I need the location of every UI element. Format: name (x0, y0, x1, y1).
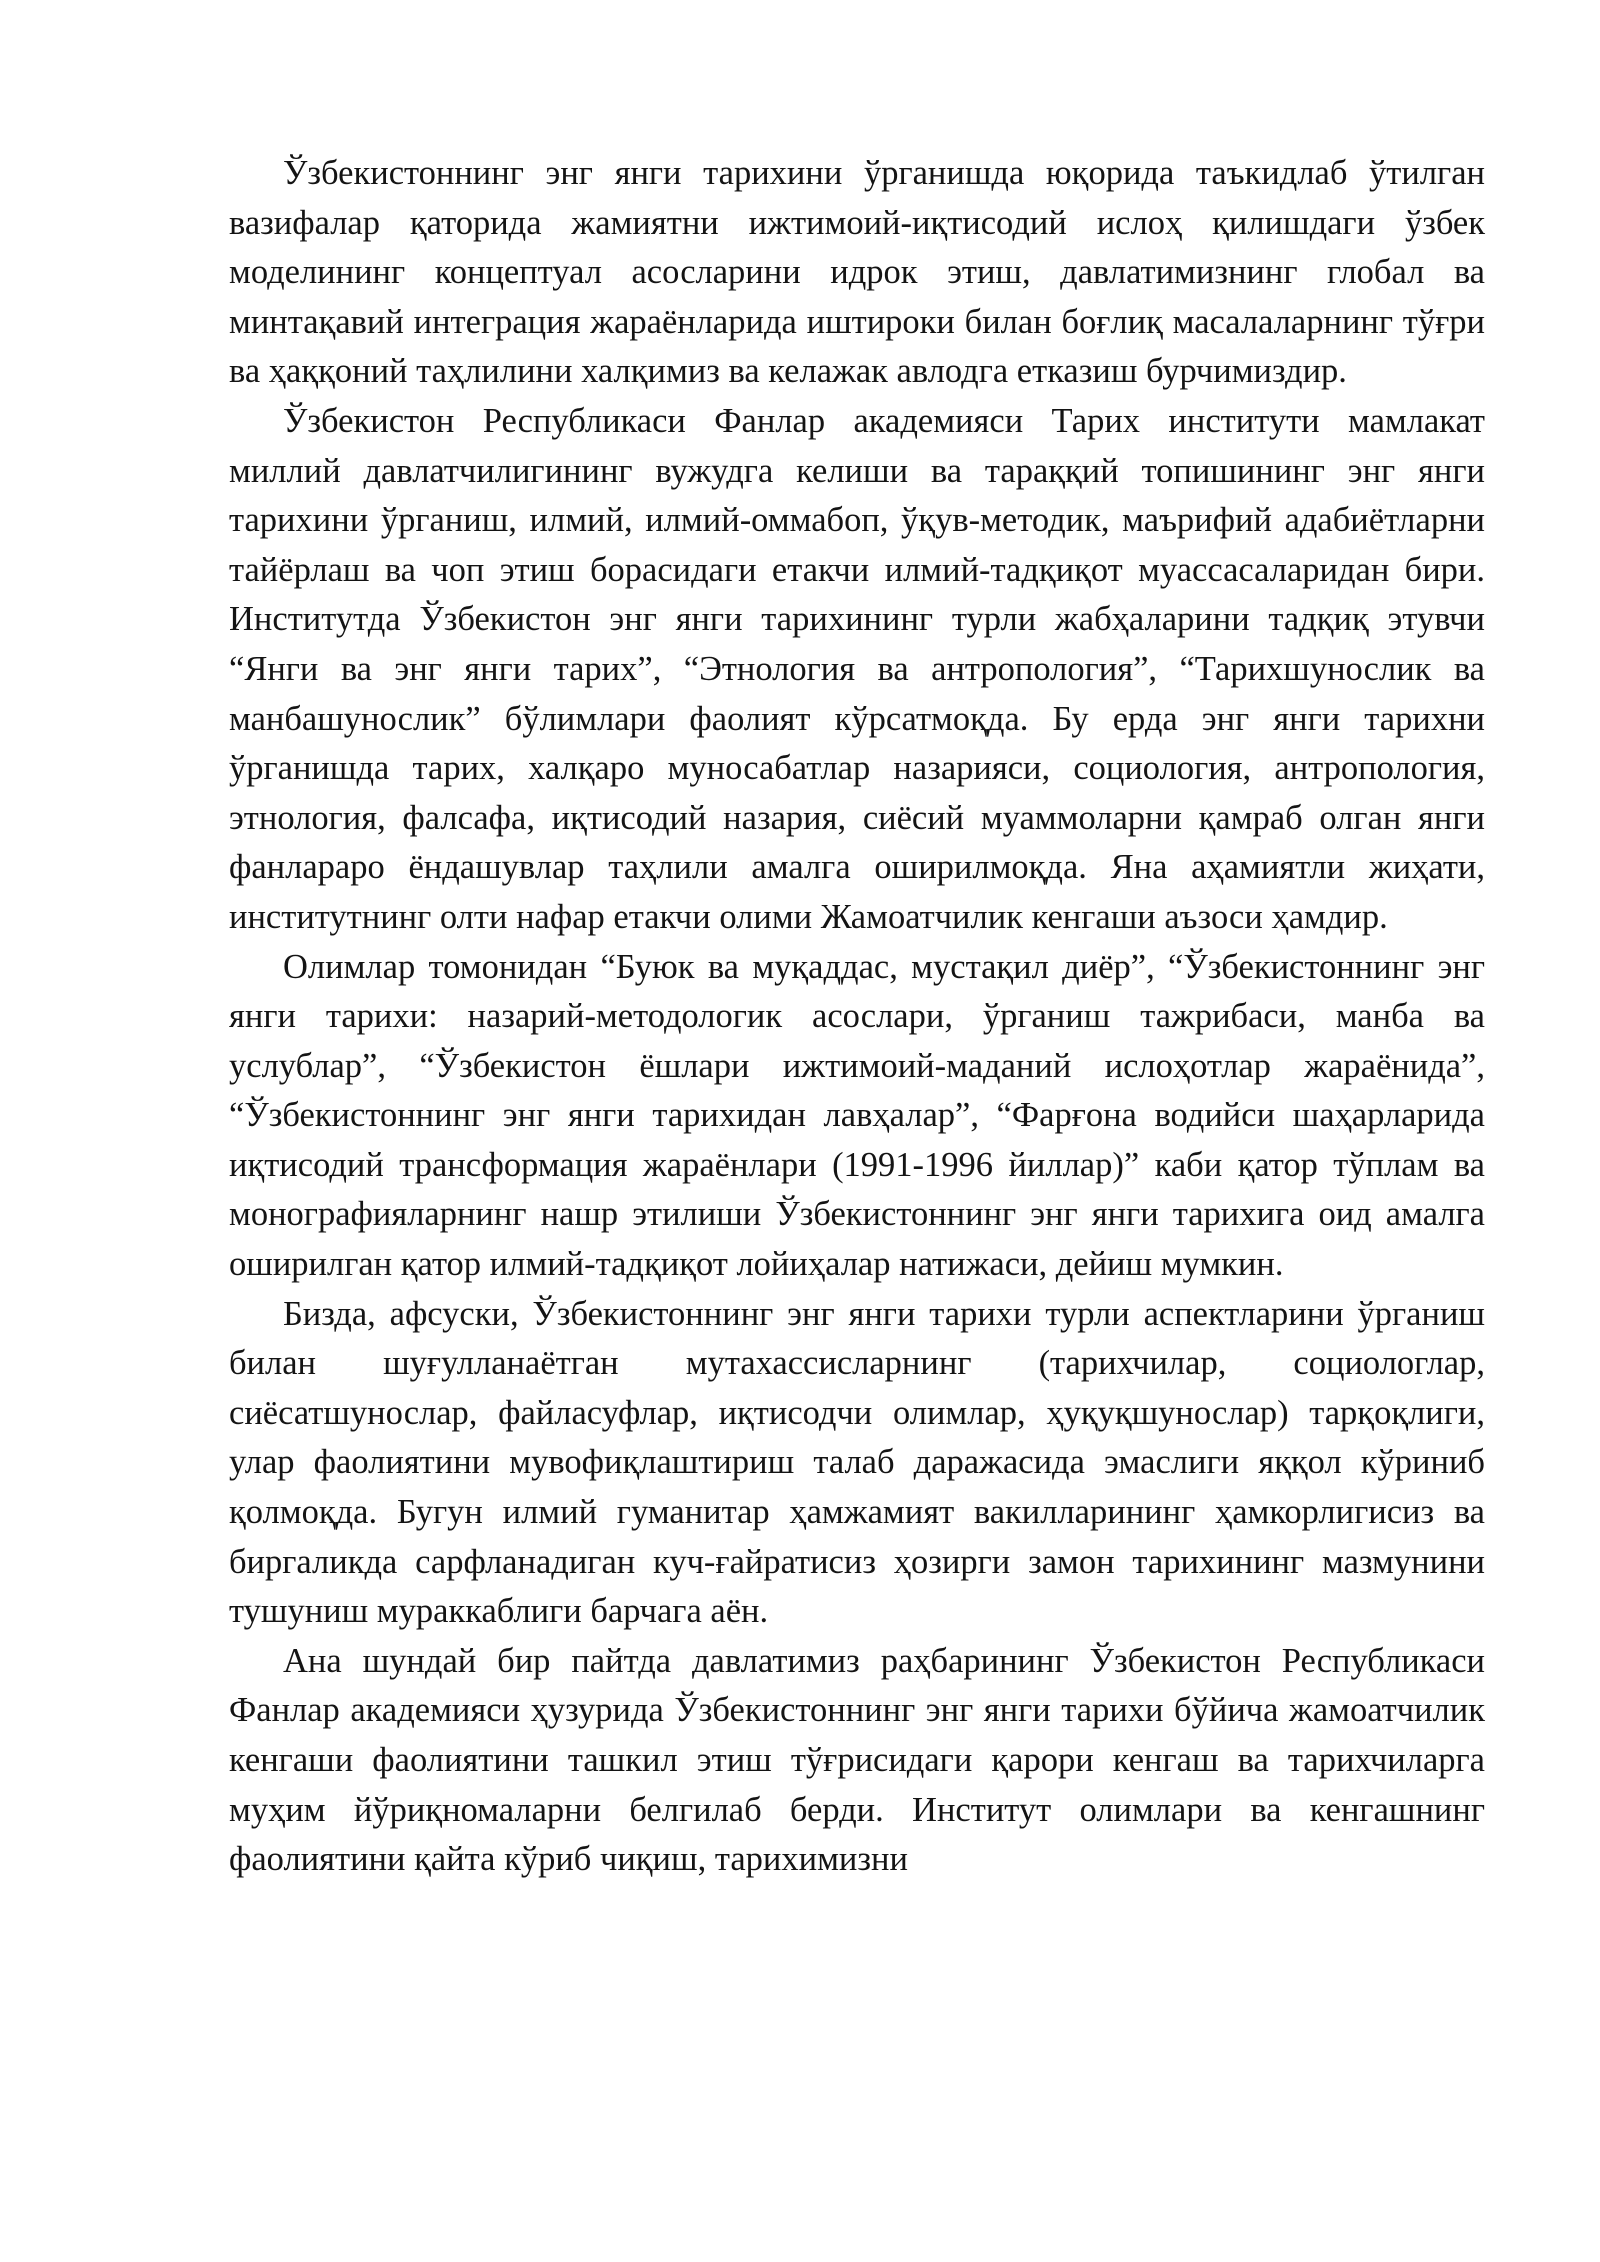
paragraph-3: Олимлар томонидан “Буюк ва муқаддас, мустақил диёр”, “Ўзбекистоннинг энг янги тарихи: назарий-методологик асослари, ўрганиш тажрибаси, манба ва услублар”, “Ўзбекистон ёшлари ижтимоий-маданий ислоҳотлар жараёнида”, “Ўзбекистоннинг энг янги тарихидан лавҳалар”, “Фарғона водийси шаҳарларида иқтисодий трансформация жараёнлари (1991-1996 йиллар)” каби қатор тўплам ва монографияларнинг нашр этилиши Ўзбекистоннинг энг янги тарихига оид амалга оширилган қатор илмий-тадқиқот лойиҳалар натижаси, дейиш мумкин. (229, 947, 1485, 1284)
document-body (229, 149, 1485, 1885)
paragraph-5: Ана шундай бир пайтда давлатимиз раҳбарининг Ўзбекистон Республикаси Фанлар академияси ҳузурида Ўзбекистоннинг энг янги тарихи бўйича жамоатчилик кенгаши фаолиятини ташкил этиш тўғрисидаги қарори кенгаш ва тарихчиларга муҳим йўриқномаларни белгилаб берди. Институт олимлари ва кенгашнинг фаолиятини қайта кўриб чиқиш, тарихимизни (229, 1641, 1485, 1879)
paragraph-4: Бизда, афсуски, Ўзбекистоннинг энг янги тарихи турли аспектларини ўрганиш билан шуғулланаётган мутахассисларнинг (тарихчилар, социологлар, сиёсатшунослар, файласуфлар, иқтисодчи олимлар, ҳуқуқшунослар) тарқоқлиги, улар фаолиятини мувофиқлаштириш талаб даражасида эмаслиги яққол кўриниб қолмоқда. Бугун илмий гуманитар ҳамжамият вакилларининг ҳамкорлигисиз ва биргаликда сарфланадиган куч-ғайратисиз ҳозирги замон тарихининг мазмунини тушуниш мураккаблиги барчага аён. (229, 1294, 1485, 1631)
paragraph-1: Ўзбекистоннинг энг янги тарихини ўрганишда юқорида таъкидлаб ўтилган вазифалар қаторида жамиятни ижтимоий-иқтисодий ислоҳ қилишдаги ўзбек моделининг концептуал асосларини идрок этиш, давлатимизнинг глобал ва минтақавий интеграция жараёнларида иштироки билан боғлиқ масалаларнинг тўғри ва ҳаққоний таҳлилини халқимиз ва келажак авлодга етказиш бурчимиздир. (229, 154, 1485, 391)
paragraph-2: Ўзбекистон Республикаси Фанлар академияси Тарих институти мамлакат миллий давлатчилигининг вужудга келиши ва тараққий топишининг энг янги тарихини ўрганиш, илмий, илмий-оммабоп, ўқув-методик, маърифий адабиётларни тайёрлаш ва чоп этиш борасидаги етакчи илмий-тадқиқот муассасаларидан бири. Институтда Ўзбекистон энг янги тарихининг турли жабҳаларини тадқиқ этувчи “Янги ва энг янги тарих”, “Этнология ва антропология”, “Тарихшунослик ва манбашунослик” бўлимлари фаолият кўрсатмоқда. Бу ерда энг янги тарихни ўрганишда тарих, халқаро муносабатлар назарияси, социология, антропология, этнология, фалсафа, иқтисодий назария, сиёсий муаммоларни қамраб олган янги фанлараро ёндашувлар таҳлили амалга оширилмоқда. Яна аҳамиятли жиҳати, институтнинг олти нафар етакчи олими Жамоатчилик кенгаши аъзоси ҳамдир. (229, 401, 1485, 936)
